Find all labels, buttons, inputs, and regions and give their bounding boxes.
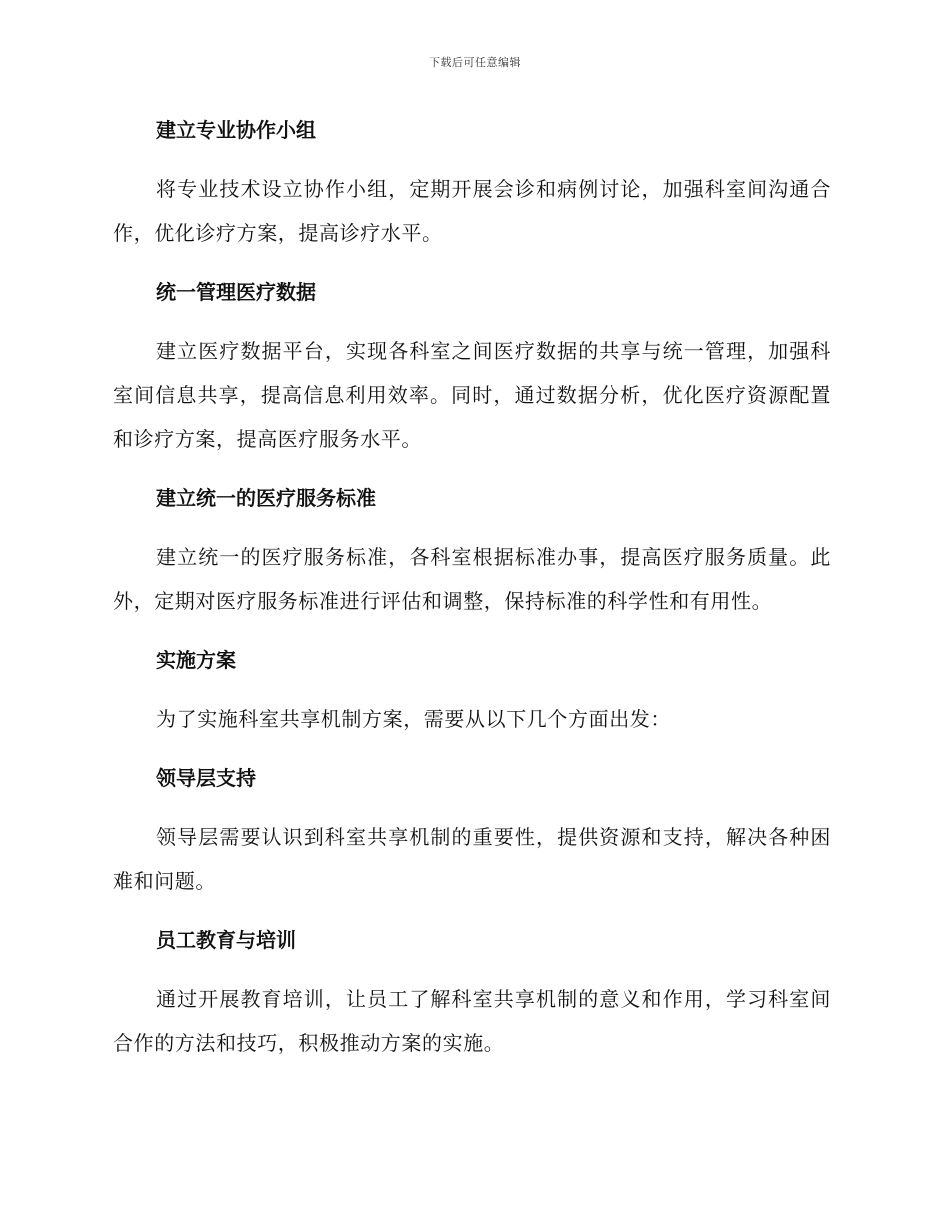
section-paragraph-collaboration-group: 将专业技术设立协作小组，定期开展会诊和病例讨论，加强科室间沟通合作，优化诊疗方案，提高诊疗水平。: [113, 177, 831, 245]
section-paragraph-implementation-plan: 为了实施科室共享机制方案，需要从以下几个方面出发：: [156, 707, 671, 731]
section-heading-collaboration-group: 建立专业协作小组: [156, 118, 316, 142]
section-heading-medical-data: 统一管理医疗数据: [156, 280, 316, 304]
section-heading-staff-training: 员工教育与培训: [156, 928, 296, 952]
document-body: [113, 108, 831, 1080]
page-header-note: 下载后可任意编辑: [429, 56, 521, 69]
section-paragraph-staff-training: 通过开展教育培训，让员工了解科室共享机制的意义和作用，学习科室间合作的方法和技巧，积极推动方案的实施。: [113, 987, 831, 1055]
section-paragraph-service-standard: 建立统一的医疗服务标准，各科室根据标准办事，提高医疗服务质量。此外，定期对医疗服务标准进行评估和调整，保持标准的科学性和有用性。: [113, 545, 831, 613]
section-paragraph-medical-data: 建立医疗数据平台，实现各科室之间医疗数据的共享与统一管理，加强科室间信息共享，提高信息利用效率。同时，通过数据分析，优化医疗资源配置和诊疗方案，提高医疗服务水平。: [113, 339, 831, 451]
section-heading-service-standard: 建立统一的医疗服务标准: [156, 486, 376, 510]
section-heading-leadership-support: 领导层支持: [156, 766, 256, 790]
section-paragraph-leadership-support: 领导层需要认识到科室共享机制的重要性，提供资源和支持，解决各种困难和问题。: [113, 825, 831, 893]
section-heading-implementation-plan: 实施方案: [156, 648, 236, 672]
